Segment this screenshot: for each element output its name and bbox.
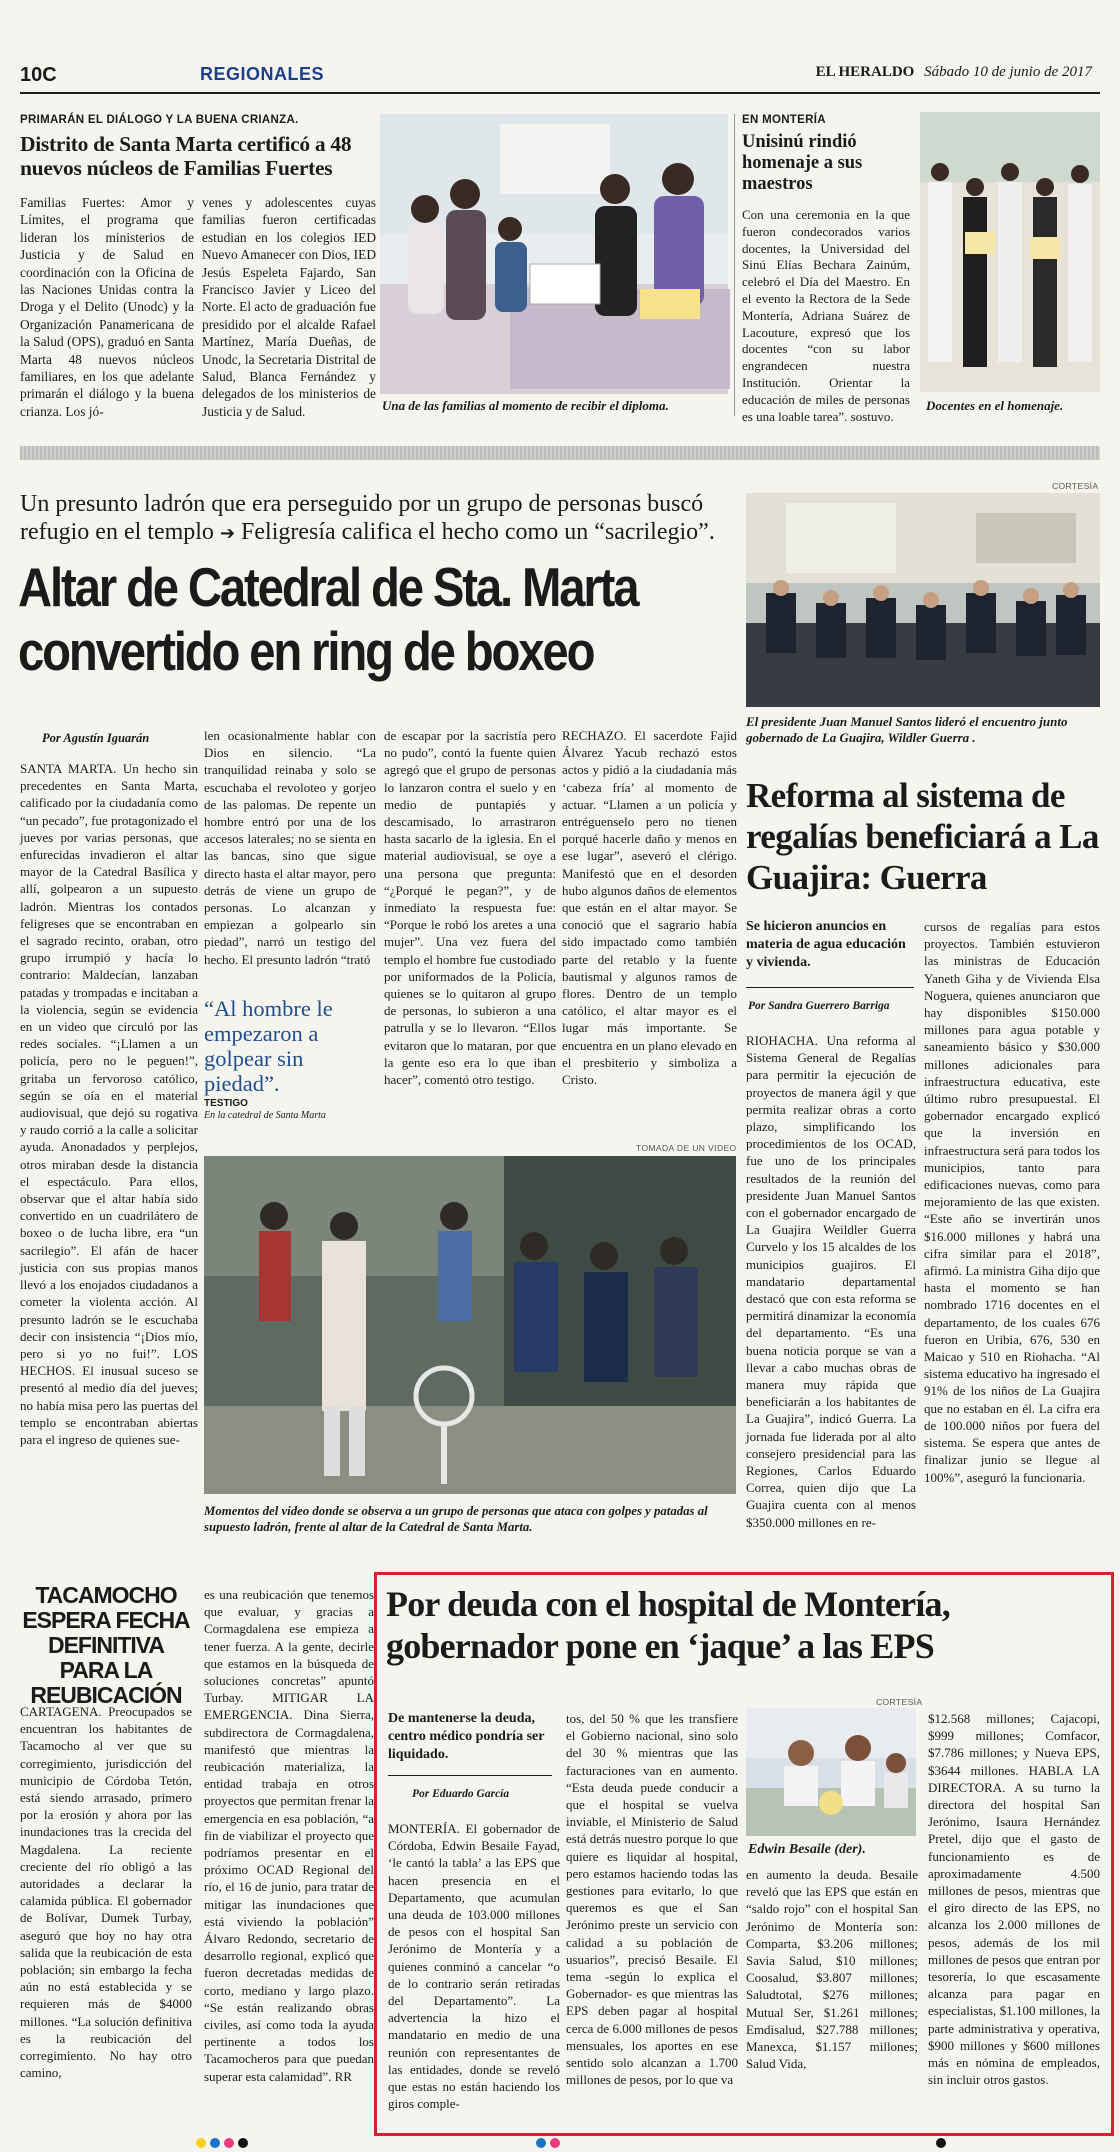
story3-deck2: Feligresía califica el hecho como un “sacrilegio”. bbox=[241, 519, 715, 545]
story6-col4: $12.568 millones; Cajacopi, $999 millones; Comfacor, $7.786 millones; y Nueva EPS, $3644 millones. HABLA LA DIRECTORA. A su turno la directora del hospital San Jerónimo, Isaura Hernández Pretel, dijo que el gasto de funcionamiento es de aproximadamente 4.500 millones de pesos, mientras que el giro directo de las EPS, no alcanza los 2.000 millones de pesos, además de los mil millones de pesos que entran por tesorería, lo que escasamente alcanza para pagar en especialistas, $1.100 millones, la parte administrativa y operativa, $900 millones y $600 millones más en nómina de empleados, sin incluir otros gastos. bbox=[928, 1711, 1100, 2088]
story3-headline-2: convertido en ring de boxeo bbox=[18, 620, 594, 682]
story6-col1: MONTERÍA. El gobernador de Córdoba, Edwin Besaile Fayad, ‘le cantó la tabla’ a las EPS que hacen presencia en el Departamento, que acumulan una deuda de 103.000 millones de pesos con el hospital San Jerónimo de Montería y a quienes conminó a cancelar “o de lo contrario serán retiradas del Departamento”. La advertencia la hizo el mandatario en medio de una reunión con representantes de las entidades, donde se reveló que estas no están haciendo los giros comple- bbox=[388, 1821, 560, 2112]
pull-quote-where: En la catedral de Santa Marta bbox=[204, 1110, 326, 1121]
pull-quote: “Al hombre le empezaron a golpear sin piedad”. bbox=[204, 996, 333, 1096]
section-name: REGIONALES bbox=[200, 64, 325, 84]
teachers-photo bbox=[920, 112, 1100, 392]
story3-col3: de escapar por la sacristía pero no pudo”, contó la fuente quien agregó que el grupo de personas lo lanzaron contra el suelo y en medio de puntapiés y descamisado, lo arrastraron hasta sacarlo de la iglesia. En el material audiovisual, se oye a una persona que pregunta: “¿Porqué le pegan?”, y de inmediato la respuesta fue: “Porque le robó los aretes a una mujer”. Una vez fuera del templo el hombre fue custodiado por uniformados de la Policía, quienes se lo quitaron al grupo de personas, lo subieron a una patrulla y se lo llevaron. “Ellos evitaron que lo mataran, por que la gente eso era lo que iban hacer”, comentó otro testigo. bbox=[384, 728, 556, 1088]
story5-col2: es una reubicación que tenemos que evaluar, y gracias a Cormagdalena ese empieza a tener fuerza. A la gente, decirle que estamos en la búsqueda de soluciones concretas” apuntó Turbay. MITIGAR LA EMERGENCIA. Dina Sierra, subdirectora de Cormagdalena, manifestó que mientras la reubicación materializa, la entidad trabaja en otros proyectos que permitan frenar la emergencia en esa población, “a fin de viabilizar el proyecto que podríamos presentar en el próximo OCAD Regional del río, el 16 de junio, para tratar de mitigar las inundaciones que está viviendo la población” Álvaro Redondo, secretario de desarrollo regional, explicó que fueron decretadas medidas de corto, mediano y largo plazo. “Se están realizando obras civiles, así como toda la ayuda pertinente a todos los Tacamocheros para que puedan superar esta calamidad”. RR bbox=[204, 1587, 374, 2084]
paper-name: EL HERALDO bbox=[815, 64, 915, 80]
registration-marks bbox=[196, 2136, 956, 2150]
story2-headline: Unisinú rindió homenaje a sus maestros bbox=[742, 132, 863, 194]
story6-deck: De mantenerse la deuda, centro médico pondría ser liquidado. bbox=[388, 1711, 545, 1762]
story4-headline: Reforma al sistema de regalías beneficiará a La Guajira: Guerra bbox=[746, 776, 1099, 897]
story2-caption: Docentes en el homenaje. bbox=[926, 398, 1064, 413]
story3-col4: RECHAZO. El sacerdote Fajid Álvarez Yacub rechazó estos actos y pidió a la ciudadanía más ‘cabeza fría’ al momento de actuar. “Llamen a un policía y entréguenselo pero no tienen porqué hacerle daño y menos en ese lugar”, aseveró el clérigo. Manifestó que en el desorden hubo algunos daños de elementos que están en el altar mayor. Se conoció que el sagrario había sido impactado como también parte del retablo y la fuente bautismal y algunos ramos de flores. Dentro de un templo católico, el altar mayor es el lugar más importante. Se encuentra en un plano elevado en el presbiterio y simboliza a Cristo. bbox=[562, 728, 737, 1088]
story2-divider bbox=[734, 114, 735, 416]
story5-col1: CARTAGENA. Preocupados se encuentran los habitantes de Tacamocho al ver que su corregimiento, jurisdicción del municipio de Córdoba Tetón, está siendo arrasado, primero por la erosión y ahora por las inundaciones tras la crecida del Magdalena. La reciente creciente del río obligó a las autoridades a declarar la calamida pública. El gobernador de Bolívar, Dumek Turbay, aseguró que hoy no hay otra salida que la reubicación de esta población; sin embargo la fecha aún no está establecida y se requieren más de $4000 millones. “La solución definitiva es la reubicación del corregimiento. No hay otro camino, bbox=[20, 1704, 192, 2081]
story6-caption: Edwin Besaile (der). bbox=[748, 1842, 866, 1857]
story6-col2: tos, del 50 % que les transfiere el Gobierno nacional, sino solo del 30 % mientras que las facturaciones van en aumento. “Esta deuda puede conducir a que el hospital se vuelva inviable, el Ministerio de Salud está detrás nuestro porque lo que quiere es liquidar al hospital, pero estamos haciendo todas las gestiones para evitarlo, lo que queremos es que el San Jerónimo preste un servicio con calidad a su población de usuarios”, precisó Besaile. El tema -según lo explica el Gobernador- es que mientras las EPS deben pagar al hospital cerca de 6.000 millones de pesos mensuales, los aportes en ese sentido solo alcanzan a 1.700 millones de pesos, por lo que va bbox=[566, 1711, 738, 2088]
story1-col2: venes y adolescentes cuyas familias fueron certificadas estudian en los colegios IED Nuevo Amanecer con Dios, IED Jesús Espeleta Fajardo, San Francisco Javier y Liceo del Norte. El acto de graduación fue presidido por el alcalde Rafael Martínez, María Dueñas, de Unodc, la Secretaria Distrital de Salud, Blanca Fernández y delegados de los ministerios de Justicia y de Salud. bbox=[202, 195, 376, 419]
story4-col1: RIOHACHA. Una reforma al Sistema General de Regalías para permitir la ejecución de proyectos de manera ágil y que permita realizar obras a corto plazo, simplificando los procedimientos de los OCAD, fue uno de los principales resultados de la reunión del presidente Juan Manuel Santos con el gobernador encargado de La Guajira Weildler Guerra Curvelo y los 15 alcaldes de los municipios guajiros. El mandatario departamental destacó que con esta reforma se permitirá dinamizar la economía del departamento. “Es una buena noticia porque se van a llevar a cabo muchas obras de manera muy rápida que beneficiarán a los habitantes de La Guajira”, indicó Guerra. La jornada fue liderada por al alto consejero presidencial para las Regiones, Carlos Eduardo Correa, quien dijo que La Guajira cuenta con al menos $350.000 millones en re- bbox=[746, 1033, 916, 1530]
story6-photo-credit: CORTESÍA bbox=[876, 1697, 923, 1707]
santos-meeting-photo bbox=[746, 493, 1100, 707]
story4-photo-credit: CORTESÍA bbox=[1052, 481, 1099, 491]
story1-col1: Familias Fuertes: Amor y Límites, el programa que lideran los ministerios de Justicia y de Salud en coordinación con la Oficina de las Naciones Unidas contra la Droga y el Delito (Unodc) y la Organización Panamericana de la Salud (OPS), graduó en Santa Marta 48 nuevos núcleos familiares, en los que adelante primarán el diálogo y la buena crianza. Los jó- bbox=[20, 195, 194, 419]
issue-date: Sábado 10 de junio de 2017 bbox=[924, 64, 1092, 80]
story3-col1: SANTA MARTA. Un hecho sin precedentes en Santa Marta, calificado por la ciudadanía como “un pecado”, fue protagonizado el jueves por varias personas, que enfurecidas invadieron el altar mayor de la Catedral Basílica y allí, golpearon a un supuesto ladrón. Mientras los contados feligreses que se encontraban en el sagrado recinto, oraban, otro grupo irrumpió y hacía lo contrario: Maldecían, lanzaban patadas y trompadas e incitaban a la violencia, según se evidencia en un video que circuló por las redes sociales. “¡Llamen a un policía, pero no le peguen!”, gritaba un fervoroso católico, según se oía en el material audiovisual, que dejó su rogativa y raudo corrió a la calle a solicitar ayuda. Anonadados y perplejos, otros miraban desde la distancia el espectáculo. Para ellos, observar que el altar había sido convertido en un cuadrilátero de boxeo o de lucha libre, era “un sacrilegio”. El afán de hacer justicia con sus propias manos llevó a los enojados ciudadanos a cometer la violenta acción. Al presunto ladrón se le escuchaba decir con insistencia “¡Dios mío, pero si yo no fui!”. LOS HECHOS. El inusual suceso se presentó al medio día del jueves; no había misa pero las puertas del templo se encontraban abiertas para el ingreso de quienes sue- bbox=[20, 761, 198, 1447]
story5-headline: TACAMOCHO ESPERA FECHA DEFINITIVA PARA LA REUBICACIÓN bbox=[22, 1582, 190, 1708]
video-photo-credit: TOMADA DE UN VIDEO bbox=[636, 1143, 737, 1153]
story6-headline: Por deuda con el hospital de Montería, gobernador pone en ‘jaque’ a las EPS bbox=[386, 1584, 950, 1666]
video-still-photo bbox=[204, 1156, 736, 1494]
story1-kicker: PRIMARÁN EL DIÁLOGO Y LA BUENA CRIANZA. bbox=[20, 114, 299, 126]
story4-deck-rule bbox=[746, 987, 914, 988]
story3-headline-1: Altar de Catedral de Sta. Marta bbox=[18, 556, 638, 618]
story2-kicker: EN MONTERÍA bbox=[742, 114, 826, 126]
story4-deck: Se hicieron anuncios en materia de agua educación y vivienda. bbox=[746, 919, 906, 970]
masthead bbox=[816, 64, 1092, 81]
family-diploma-photo bbox=[380, 114, 728, 394]
arrow-icon: ➔ bbox=[219, 523, 236, 544]
story3-caption: Momentos del video donde se observa a un grupo de personas que ataca con golpes y patadas al supuesto ladrón, frente al altar de la Catedral de Santa Marta. bbox=[204, 1504, 708, 1534]
story6-deck-rule bbox=[388, 1775, 552, 1776]
story1-caption: Una de las familias al momento de recibir el diploma. bbox=[382, 398, 669, 413]
story4-photo-caption: El presidente Juan Manuel Santos lideró el encuentro junto gobernado de La Guajira, Wildler Guerra . bbox=[746, 714, 1068, 745]
story3-deck bbox=[20, 490, 740, 548]
header-rule bbox=[20, 92, 1100, 94]
story4-byline: Por Sandra Guerrero Barriga bbox=[748, 1000, 890, 1012]
story3-deck1: Un presunto ladrón que era perseguido por un grupo de personas buscó refugio en el templo bbox=[20, 491, 704, 545]
story4-col2: cursos de regalías para estos proyectos. También estuvieron las ministras de Educación Yaneth Giha y de Vivienda Elsa Noguera, quienes anunciaron que hay disponibles $150.000 millones para agua potable y saneamiento básico y $30.000 millones adicionales para infraestructura educativa, este último rubro presupuestal. El gobernador encargado explicó que la inversión en infraestructura será para todos los municipios, tanto para edificaciones nuevas, como para mejoramiento de las que existen. “Este año se invertirán unos $16.000 millones y habrá una cifra similar para el 2018”, afirmó. La ministra Giha dijo que hasta el momento se han nombrado 1716 docentes en el departamento, de los cuales 676 fueron en Uribia, 676, 530 en Maicao y 510 en Riohacha. “Al sistema educativo ha ingresado el 91% de los niños de La Guajira que no estaban en él. La cifra era de 100.000 niños por fuera del sistema. Se espera que antes de finalizar junio se llegue al 100%”, aseguró la funcionaria. bbox=[924, 919, 1100, 1485]
story2-body: Con una ceremonia en la que fueron condecorados varios docentes, la Universidad del Sinú Elías Bechara Zainúm, celebró el Día del Maestro. En el evento la Rectora de la Sede Montería, Adriana Suárez de Lacouture, expresó que los docentes “con su labor engrandecen nuestra Institución. Orientar la educación de miles de personas es una loable tarea”. sostuvo. bbox=[742, 207, 910, 424]
section-band bbox=[20, 446, 1100, 460]
story6-col3: en aumento la deuda. Besaile reveló que las EPS que están en “saldo rojo” con el hospital San Jerónimo de Montería son: Comparta, $3.206 millones; Savia Salud, $10 millones; Coosalud, $3.807 millones; Saludtotal, $276 millones; Mutual Ser, $1.261 millones; Emdisalud, $27.788 millones; Manexca, $1.157 millones; Salud Vida, bbox=[746, 1867, 918, 2072]
story1-headline: Distrito de Santa Marta certificó a 48 nuevos núcleos de Familias Fuertes bbox=[20, 132, 352, 180]
pull-quote-who: TESTIGO bbox=[204, 1098, 248, 1109]
story3-byline: Por Agustín Iguarán bbox=[42, 731, 150, 745]
story3-col2: len ocasionalmente hablar con Dios en silencio. “La tranquilidad reinaba y solo se escuchaba el revoloteo y gorjeo de las palomas. De repente un hombre entró por una de los accesos laterales; no se sienta en las bancas, sino que sigue directo hasta el altar mayor, pero detrás de viene un grupo de personas. Lo alcanzan y empiezan a golpearlo sin piedad”, narró un testigo del hecho. El presunto ladrón “trató bbox=[204, 728, 376, 967]
page-number: 10C bbox=[20, 64, 57, 86]
story6-byline: Por Eduardo García bbox=[412, 1788, 510, 1800]
besaile-photo bbox=[746, 1708, 916, 1836]
